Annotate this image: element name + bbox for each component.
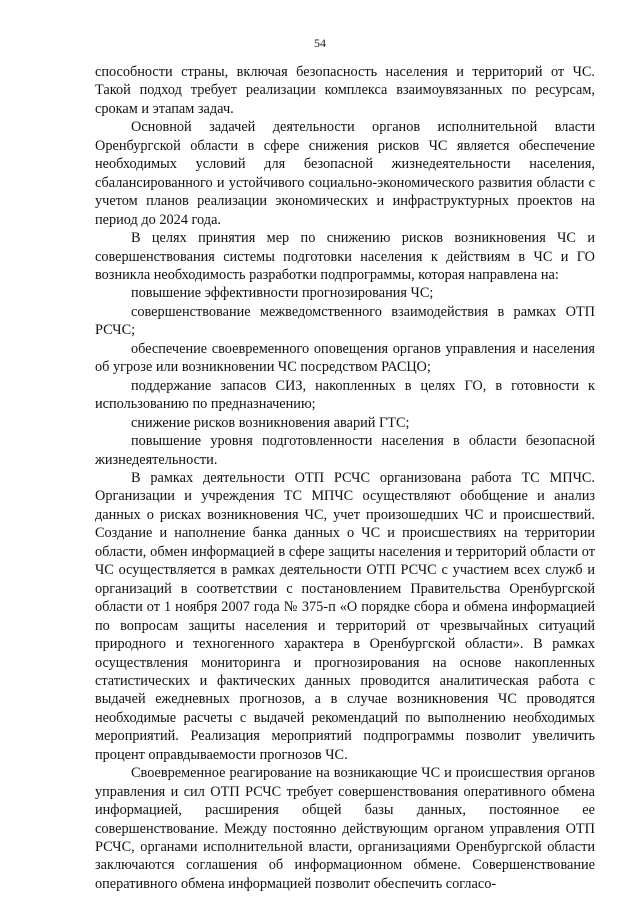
paragraph-ts-mpchs: В рамках деятельности ОТП РСЧС организована работа ТС МПЧС. Организации и учреждения ТС МПЧС осуществляют обобщение и анализ данных о рисках возникновения ЧС, учет произошедших ЧС и происшествий. Создание и наполнение банка данных о ЧС и происшествиях на территории области, обмен информацией в сфере защиты населения и территорий области от ЧС осуществляется в рамках деятельности ОТП РСЧС с участием всех служб и организаций в соответствии с постановлением Правительства Оренбургской области от 1 ноября 2007 года № 375-п «О порядке сбора и обмена информацией по вопросам защиты населения и территорий от чрезвычайных ситуаций природного и техногенного характера в Оренбургской области». В рамках осуществления мониторинга и прогнозирования на основе накопленных статистических и фактических данных проводится аналитическая работа с выдачей ежедневных прогнозов, а в случае возникновения ЧС проводятся необходимые расчеты с выдачей рекомендаций по выполнению необходимых мероприятий. Реализация мероприятий подпрограммы позволит увеличить процент оправдываемости прогнозов ЧС. [95, 469, 595, 763]
paragraph-subprogram-aims: В целях принятия мер по снижению рисков возникновения ЧС и совершенствования системы подготовки населения к действиям в ЧС и ГО возникла необходимость разработки подпрограммы, которая направлена на: [95, 230, 595, 283]
paragraph-continuation: способности страны, включая безопасность населения и территорий от ЧС. Такой подход требует реализации комплекса взаимоувязанных по ресурсам, срокам и этапам задач. [95, 64, 595, 117]
list-item-forecasting: повышение эффективности прогнозирования ЧС; [131, 285, 434, 302]
page-number: 54 [314, 36, 326, 50]
list-item-interaction: совершенствование межведомственного взаимодействия в рамках ОТП РСЧС; [95, 303, 595, 339]
paragraph-response: Своевременное реагирование на возникающие ЧС и происшествия органов управления и сил ОТП РСЧС требует совершенствования оперативного обмена информацией, расширения общей базы данных, постоянное ее совершенствование. Между постоянно действующим органом управления ОТП РСЧС, органами исполнительной власти, организациями Оренбургской области заключаются соглашения об информационном обмене. Совершенствование оперативного обмена информацией позволит обеспечить согласо- [95, 765, 595, 892]
page-body [95, 63, 595, 893]
list-item-hydraulic-risks: снижение рисков возникновения аварий ГТС; [131, 414, 410, 431]
paragraph-main-task: Основной задачей деятельности органов исполнительной власти Оренбургской области в сфере снижения рисков ЧС является обеспечение необходимых условий для безопасной жизнедеятельности населения, сбалансированного и устойчивого социально-экономического развития области с учетом планов реализации экономических и инфраструктурных проектов на период до 2024 года. [95, 119, 595, 228]
list-item-preparedness: повышение уровня подготовленности населения в области безопасной жизнедеятельности. [95, 433, 595, 468]
list-item-ppe-stocks: поддержание запасов СИЗ, накопленных в целях ГО, в готовности к использованию по предназначению; [95, 377, 595, 413]
list-item-notification: обеспечение своевременного оповещения органов управления и населения об угрозе или возникновении ЧС посредством РАСЦО; [95, 340, 595, 376]
